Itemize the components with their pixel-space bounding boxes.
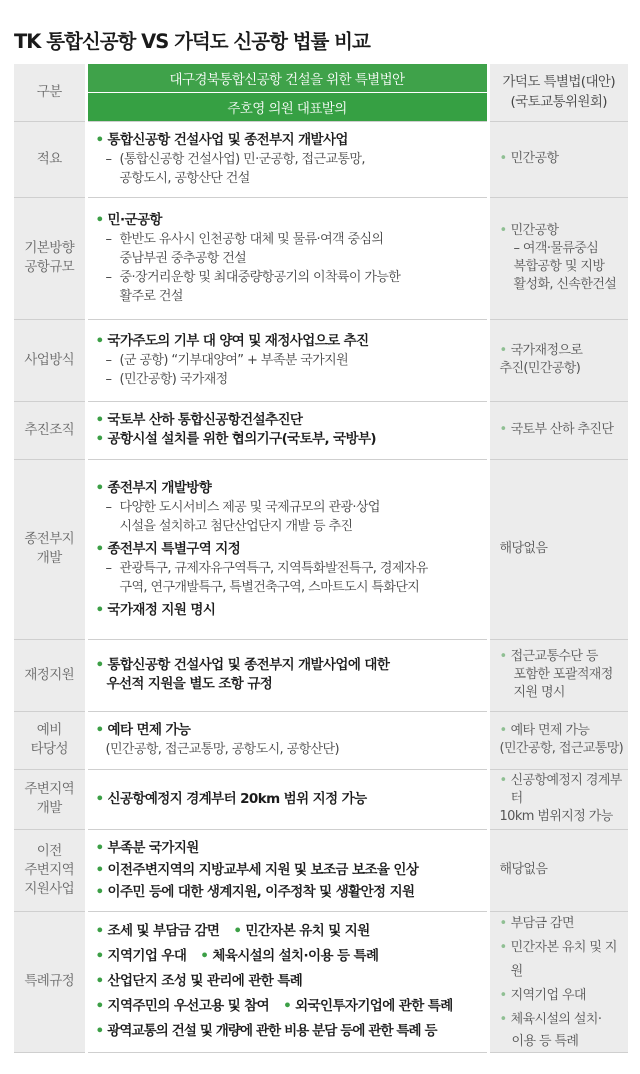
bullet-icon: • <box>95 883 104 900</box>
bullet-icon: • <box>95 923 104 939</box>
bullet-icon: • <box>95 657 104 673</box>
right-text: 체육시설의 설치· <box>510 1011 602 1027</box>
bullet-text: 지역기업 우대 <box>107 948 187 964</box>
row-right <box>488 769 628 829</box>
row-category <box>14 711 86 769</box>
bullet-icon: • <box>95 948 104 964</box>
category-line: 개발 <box>36 800 62 816</box>
row-category: 적요 <box>14 121 86 197</box>
bullet-text: 민간자본 유치 및 지원 <box>245 923 370 939</box>
page-title: TK 통합신공항 VS 가덕도 신공항 법률 비교 <box>14 30 370 53</box>
row-content <box>86 401 488 459</box>
bullet-text: 예타 면제 가능 <box>107 722 191 738</box>
bullet-text: 공항시설 설치를 위한 협의기구(국토부, 국방부) <box>107 431 376 447</box>
right-text: 이용 등 특례 <box>511 1033 579 1049</box>
row-content <box>86 769 488 829</box>
bullet-text: 산업단지 조성 및 관리에 관한 특례 <box>107 973 303 989</box>
bullet-text: 부족분 국가지원 <box>107 839 199 856</box>
row-former-site <box>14 459 628 639</box>
category-line: 공항규모 <box>24 259 75 275</box>
right-text: (민간공항, 접근교통망) <box>499 741 624 756</box>
bullet-text: 이주민 등에 대한 생계지원, 이주정착 및 생활안정 지원 <box>107 883 415 900</box>
bullet-icon: • <box>95 601 104 618</box>
bullet-icon: • <box>283 998 292 1014</box>
row-category <box>14 197 86 319</box>
row-organization <box>14 401 628 459</box>
right-sub-text: 지원 명시 <box>513 685 565 700</box>
bullet-text: 우선적 지원을 별도 조항 규정 <box>106 676 273 692</box>
row-content <box>86 639 488 711</box>
row-right <box>488 829 628 911</box>
right-text: 국토부 산하 추진단 <box>510 422 614 437</box>
row-category: 재정지원 <box>14 639 86 711</box>
sub-text: 시설을 설치하고 첨단산업단지 개발 등 추진 <box>119 518 353 534</box>
row-category <box>14 459 86 639</box>
row-category: 추진조직 <box>14 401 86 459</box>
bullet-icon: • <box>499 915 507 931</box>
right-text: 추진(민간공항) <box>499 361 581 376</box>
bullet-icon: • <box>95 998 104 1014</box>
bullet-icon: • <box>499 343 507 358</box>
bullet-icon: • <box>95 839 104 856</box>
sub-text: 활주로 건설 <box>119 288 183 304</box>
category-line: 종전부지 <box>24 531 75 547</box>
header-category: 구분 <box>14 64 86 121</box>
row-direction <box>14 197 628 319</box>
row-right <box>488 459 628 639</box>
bullet-text: 국가주도의 기부 대 양여 및 재정사업으로 추진 <box>107 332 369 349</box>
bullet-text: 지역주민의 우선고용 및 참여 <box>107 998 270 1014</box>
row-right <box>488 911 628 1052</box>
row-category: 사업방식 <box>14 319 86 401</box>
row-content: • 민·군공항 – 한반도 유사시 인천공항 대체 및 물류·여객 중심의 중남부권 중추공항 건설 – 중·장거리운항 및 최대중량항공기의 이착륙이 가능한 활주로 건설 <box>86 197 488 319</box>
right-sub-text: 포함한 포괄적재정 <box>513 667 613 682</box>
bullet-icon: • <box>95 1023 104 1039</box>
category-line: 이전 <box>36 842 62 859</box>
bullet-icon: • <box>499 422 507 437</box>
bullet-text: 국토부 산하 통합신공항건설추진단 <box>107 412 303 428</box>
right-text: 10km 범위지정 가능 <box>499 809 613 824</box>
sub-text: 한반도 유사시 인천공항 대체 및 물류·여객 중심의 <box>119 231 384 247</box>
row-right <box>488 319 628 401</box>
bullet-text: 민·군공항 <box>107 211 162 228</box>
right-text: 국가재정으로 <box>510 343 583 358</box>
category-line: 주변지역 <box>24 861 75 878</box>
header-right <box>488 64 628 121</box>
row-right <box>488 711 628 769</box>
category-line: 타당성 <box>30 741 68 757</box>
row-category <box>14 769 86 829</box>
row-category: 특례규정 <box>14 911 86 1052</box>
category-line: 개발 <box>36 550 62 566</box>
bullet-icon: • <box>95 722 104 738</box>
bullet-icon: • <box>499 1011 507 1027</box>
sub-text: 다양한 도시서비스 제공 및 국제규모의 관광·상업 <box>119 499 380 515</box>
bullet-text: 외국인투자기업에 관한 특례 <box>295 998 453 1014</box>
row-right <box>488 401 628 459</box>
bullet-text: 통합신공항 건설사업 및 종전부지 개발사업에 대한 <box>107 657 390 673</box>
right-text: 신공항예정지 경계부터 <box>510 773 622 806</box>
right-text: 해당없음 <box>499 541 548 556</box>
right-text: 예타 면제 가능 <box>510 723 590 738</box>
row-content <box>86 911 488 1052</box>
comparison-table <box>14 64 628 1053</box>
sub-text: (통합신공항 건설사업) 민·군공항, 접근교통망, <box>119 151 365 167</box>
bullet-icon: • <box>499 649 507 664</box>
bullet-text: 종전부지 개발방향 <box>107 479 212 496</box>
row-content: • 종전부지 개발방향 – 다양한 도시서비스 제공 및 국제규모의 관광·상업 시설을 설치하고 첨단산업단지 개발 등 추진 • 종전부지 특별구역 지정 – 관광특구, 규제자유구역특구, 지역특화발전특구, 경제자유 구역, 연구개발특구, 특별건축구역, 스마트도시 특화단지 • 국가재정 지원 명시 <box>86 459 488 639</box>
bullet-icon: • <box>95 211 104 228</box>
sub-text: (군 공항) “기부대양여” + 부족분 국가지원 <box>119 352 349 368</box>
bullet-icon: • <box>95 131 104 148</box>
sub-text: (민간공항, 접근교통망, 공항도시, 공항산단) <box>105 742 339 757</box>
bullet-icon: • <box>499 223 507 238</box>
row-content <box>86 711 488 769</box>
row-financial-support <box>14 639 628 711</box>
row-special-provisions <box>14 911 628 1052</box>
row-content <box>86 829 488 911</box>
row-content: • 통합신공항 건설사업 및 종전부지 개발사업 – (통합신공항 건설사업) 민·군공항, 접근교통망, 공항도시, 공항산단 건설 <box>86 121 488 197</box>
bullet-icon: • <box>499 939 507 955</box>
right-text: 부담금 감면 <box>510 915 574 931</box>
bullet-icon: • <box>95 479 104 496</box>
bullet-text: 이전주변지역의 지방교부세 지원 및 보조금 보조율 인상 <box>107 861 419 878</box>
right-sub-text: 복합공항 및 지방 <box>513 259 605 274</box>
bullet-icon: • <box>95 412 104 428</box>
sub-text: 공항도시, 공항산단 건설 <box>119 170 250 186</box>
bullet-icon: • <box>200 948 209 964</box>
row-summary <box>14 121 628 197</box>
category-line: 주변지역 <box>24 781 75 797</box>
row-right <box>488 639 628 711</box>
bullet-text: 신공항예정지 경계부터 20km 범위 지정 가능 <box>107 790 367 807</box>
header-right-line2: (국토교통위원회) <box>510 94 607 111</box>
bullet-icon: • <box>499 723 507 738</box>
bullet-icon: • <box>95 861 104 878</box>
bullet-icon: • <box>499 987 507 1003</box>
bullet-icon: • <box>95 973 104 989</box>
category-line: 예비 <box>36 722 62 738</box>
bullet-text: 체육시설의 설치·이용 등 특례 <box>212 948 379 964</box>
right-text: 민간공항 <box>510 151 559 166</box>
bullet-icon: • <box>95 790 104 807</box>
header-bill-title: 대구경북통합신공항 건설을 위한 특별법안 <box>86 64 488 93</box>
row-right <box>488 121 628 197</box>
right-sub-text: 활성화, 신속한건설 <box>513 277 617 292</box>
bullet-text: 종전부지 특별구역 지정 <box>107 540 241 557</box>
bullet-icon: • <box>95 540 104 557</box>
row-surrounding-area <box>14 769 628 829</box>
sub-text: 관광특구, 규제자유구역특구, 지역특화발전특구, 경제자유 <box>119 560 428 576</box>
bullet-text: 광역교통의 건설 및 개량에 관한 비용 분담 등에 관한 특례 등 <box>107 1023 437 1039</box>
bullet-text: 국가재정 지원 명시 <box>107 601 216 618</box>
sub-text: 중·장거리운항 및 최대중량항공기의 이착륙이 가능한 <box>119 269 401 285</box>
bullet-text: 통합신공항 건설사업 및 종전부지 개발사업 <box>107 131 348 148</box>
category-line: 기본방향 <box>24 240 75 256</box>
row-relocation-support <box>14 829 628 911</box>
row-content: • 국가주도의 기부 대 양여 및 재정사업으로 추진 – (군 공항) “기부대양여” + 부족분 국가지원 – (민간공항) 국가재정 <box>86 319 488 401</box>
header-sponsor: 주호영 의원 대표발의 <box>86 93 488 122</box>
category-line: 지원사업 <box>24 880 75 897</box>
row-feasibility <box>14 711 628 769</box>
bullet-icon: • <box>499 151 507 166</box>
right-sub-text: – 여객·물류중심 <box>513 241 599 256</box>
bullet-icon: • <box>499 773 507 788</box>
row-category <box>14 829 86 911</box>
sub-text: 구역, 연구개발특구, 특별건축구역, 스마트도시 특화단지 <box>119 579 420 595</box>
right-text: 지역기업 우대 <box>510 987 586 1003</box>
row-method <box>14 319 628 401</box>
row-right <box>488 197 628 319</box>
right-text: 민간공항 <box>510 223 559 238</box>
bullet-icon: • <box>95 332 104 349</box>
sub-text: 중남부권 중추공항 건설 <box>119 250 247 266</box>
bullet-text: 조세 및 부담금 감면 <box>107 923 220 939</box>
sub-text: (민간공항) 국가재정 <box>119 371 228 387</box>
right-text: 해당없음 <box>499 862 548 877</box>
header-right-line1: 가덕도 특별법(대안) <box>502 74 616 91</box>
right-text: 민간자본 유치 및 지원 <box>510 939 617 979</box>
right-text: 접근교통수단 등 <box>510 649 598 664</box>
bullet-icon: • <box>233 923 242 939</box>
header-row <box>14 64 628 93</box>
bullet-icon: • <box>95 431 104 447</box>
